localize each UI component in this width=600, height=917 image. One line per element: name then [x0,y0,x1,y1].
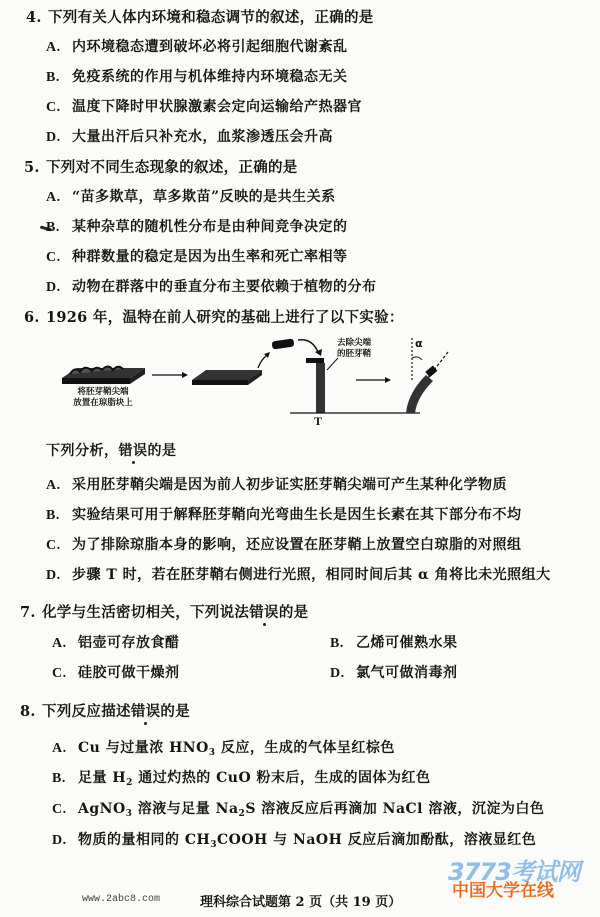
question-number: 8. [20,703,36,720]
question-number: 7. [20,604,36,621]
watermark-logo-bottom: 中国大学在线 [452,881,554,901]
bent-coleoptile-illustration [400,330,480,420]
question-5-option-b: B. 某种杂草的随机性分布是由种间竞争决定的 [46,219,348,235]
question-4-option-b: B. 免疫系统的作用与机体维持内环境稳态无关 [46,69,348,85]
footer-page-label: 理科综合试题第 2 页（共 19 页） [200,895,402,910]
question-8-option-c: C. AgNO$_3$ 溶液与足量 $Na_2S$ 溶液反应后再滴加 NaCl 溶液，沉淀为白色 [52,801,545,819]
question-5-option-c: C. 种群数量的稳定是因为出生率和死亡率相等 [46,249,348,265]
question-4-option-a: A. 内环境稳态遭到破坏必将引起细胞代谢紊乱 [46,39,348,55]
emphasis-dotted: 错误 [118,443,148,459]
question-6-option-c: C. 为了排除琼脂本身的影响，还应设置在胚芽鞘上放置空白琼脂的对照组 [46,537,522,553]
diagram-label-step1: 将胚芽鞘尖端 放置在琼脂块上 [73,387,133,408]
question-6-option-b: B. 实验结果可用于解释胚芽鞘向光弯曲生长是因生长素在其下部分布不均 [46,507,522,523]
question-8-stem: 8. 下列反应描述错误的是 [20,703,191,720]
question-8-option-b: B. 足量 $H_2$ 通过灼热的 CuO 粉末后，生成的固体为红色 [52,770,431,788]
question-8-option-a: A. Cu 与过量浓 $HNO_3$ 反应，生成的气体呈红棕色 [52,740,395,758]
diagram-label-step-t: T [314,414,323,428]
wents-experiment-diagram [40,330,423,428]
question-4-option-c: C. 温度下降时甲状腺激素会定向运输给产热器官 [46,99,362,115]
question-5-stem: 5. 下列对不同生态现象的叙述，正确的是 [24,159,298,176]
question-7-option-c: C. 硅胶可做干燥剂 [52,665,180,681]
question-number: 5. [24,159,40,176]
diagram-label-alpha: α [415,337,423,350]
question-6-option-d: D. 步骤 T 时，若在胚芽鞘右侧进行光照，相同时间后其 α 角将比未光照组大 [46,567,551,583]
question-7-option-b: B. 乙烯可催熟水果 [330,635,458,651]
question-6-stem: 6. 1926 年，温特在前人研究的基础上进行了以下实验： [24,309,404,326]
question-number: 6. [24,309,40,326]
question-6-option-a: A. 采用胚芽鞘尖端是因为前人初步证实胚芽鞘尖端可产生某种化学物质 [46,477,507,493]
question-5-option-d: D. 动物在群落中的垂直分布主要依赖于植物的分布 [46,279,377,295]
question-7-option-a: A. 铝壶可存放食醋 [52,635,180,651]
watermark-logo-top: 3773考试网 [448,858,580,886]
question-6-sub-stem: 下列分析，错误的是 [46,443,177,459]
question-number: 4. [26,9,42,26]
question-4-stem: 4. 下列有关人体内环境和稳态调节的叙述，正确的是 [26,9,374,26]
footer-url: www.2abc8.com [82,894,161,905]
question-8-option-d: D. 物质的量相同的 $CH_3COOH$ 与 NaOH 反应后滴加酚酞，溶液显红色 [52,832,537,850]
question-5-option-a: A. “苗多欺草，草多欺苗”反映的是共生关系 [46,189,336,205]
emphasis-dotted: 错误 [249,604,279,621]
question-4-option-d: D. 大量出汗后只补充水，血浆渗透压会升高 [46,129,333,145]
emphasis-dotted: 错误 [130,703,161,720]
diagram-label-decapitated: 去除尖端 的胚芽鞘 [336,338,371,359]
question-7-stem: 7. 化学与生活密切相关，下列说法错误的是 [20,604,309,621]
question-7-option-d: D. 氯气可做消毒剂 [330,665,458,681]
